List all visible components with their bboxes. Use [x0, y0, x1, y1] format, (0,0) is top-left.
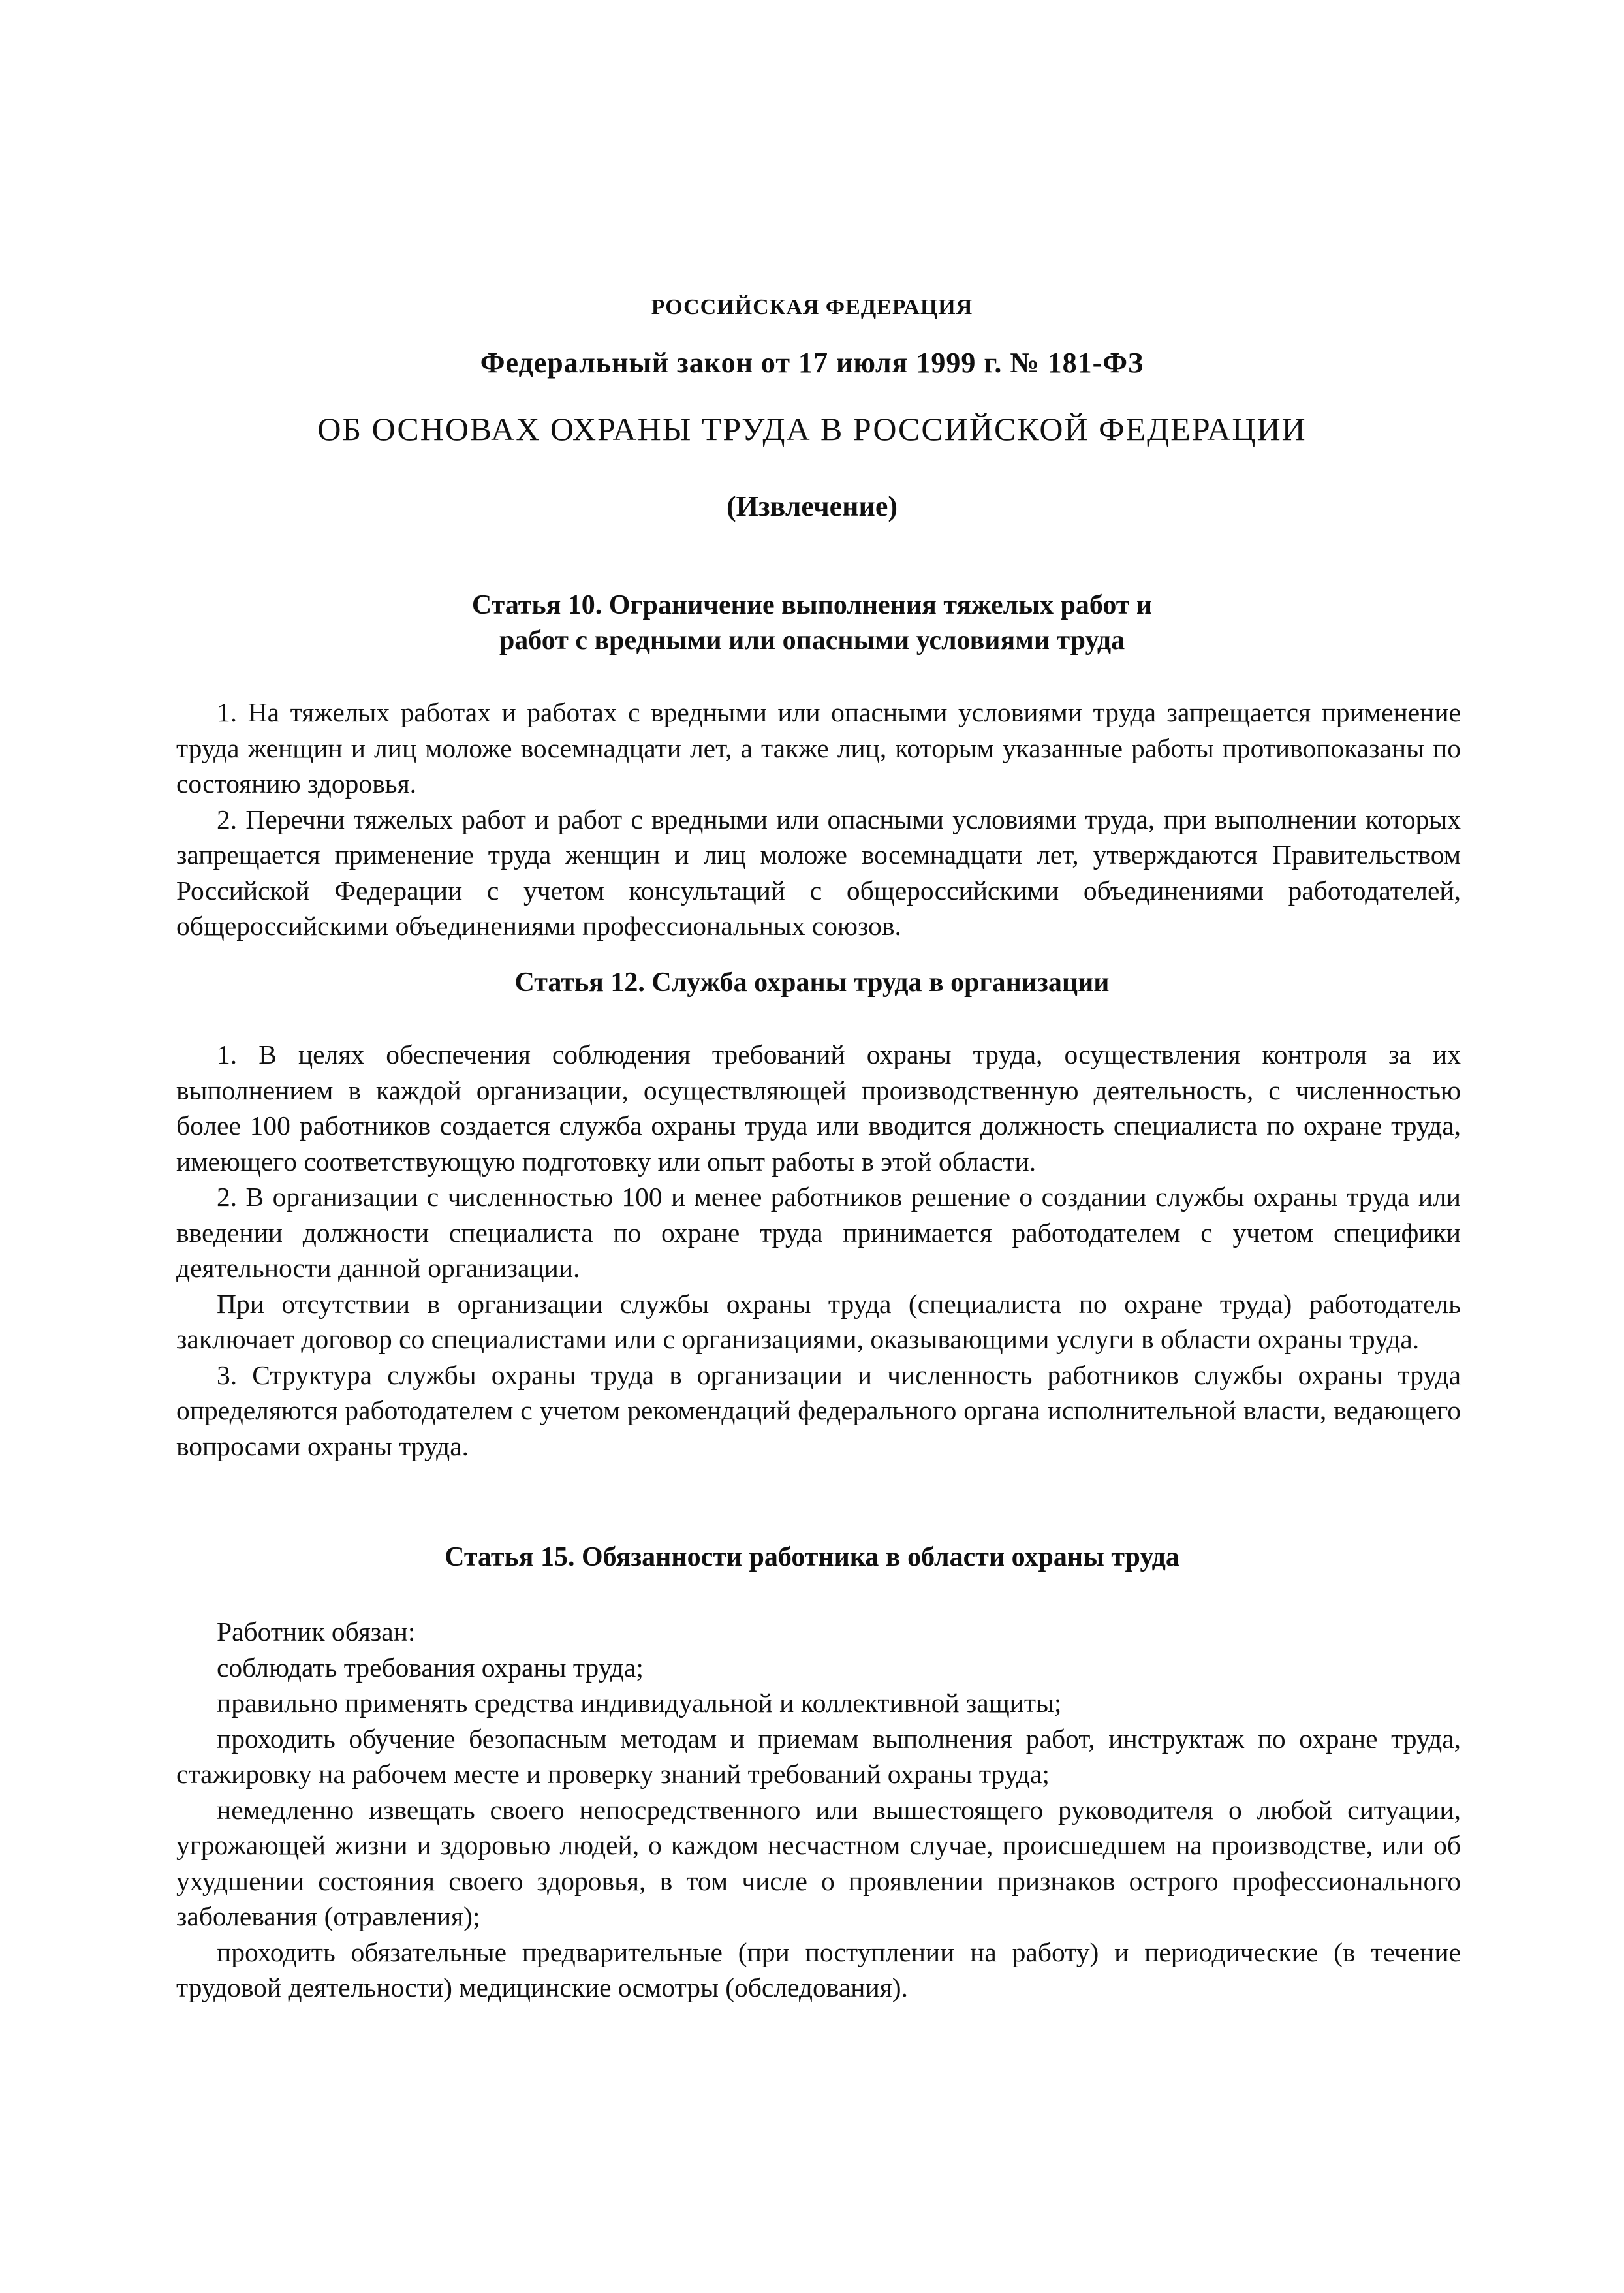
- article-10-paragraph: 1. На тяжелых работах и работах с вредными или опасными условиями труда запрещается применение труда женщин и лиц моложе восемнадцати лет, а также лиц, которым указанные работы противопоказаны по состоянию здоровья.: [176, 697, 1461, 799]
- article-15-paragraph: проходить обязательные предварительные (при поступлении на работу) и периодические (в течение трудовой деятельности) медицинские осмотры (обследования).: [176, 1937, 1461, 2002]
- article-12-body: [176, 1037, 1461, 1464]
- article-15-heading: Статья 15. Обязанности работника в области охраны труда: [445, 1542, 1179, 1572]
- article-12-paragraph: При отсутствии в организации службы охраны труда (специалиста по охране труда) работодатель заключает договор со специалистами или с организациями, оказывающими услуги в области охраны труда.: [176, 1288, 1461, 1354]
- law-reference: Федеральный закон от 17 июля 1999 г. № 181-ФЗ: [480, 347, 1144, 379]
- article-10-heading-line-1: Статья 10. Ограничение выполнения тяжелых работ и: [471, 590, 1153, 620]
- law-title: ОБ ОСНОВАХ ОХРАНЫ ТРУДА В РОССИЙСКОЙ ФЕДЕРАЦИИ: [317, 411, 1307, 447]
- article-15-paragraph: проходить обучение безопасным методам и приемам выполнения работ, инструктаж по охране труда, стажировку на рабочем месте и проверку знаний требований охраны труда;: [176, 1723, 1461, 1789]
- article-10-heading: [0, 588, 1624, 658]
- article-12-paragraph: 2. В организации с численностью 100 и менее работников решение о создании службы охраны труда или введении должности специалиста по охране труда принимается работодателем с учетом специфики деятельности данной организации.: [176, 1182, 1461, 1283]
- article-10-heading-line-2: работ с вредными или опасными условиями труда: [499, 625, 1125, 656]
- article-15-paragraph: немедленно извещать своего непосредственного или вышестоящего руководителя о любой ситуации, угрожающей жизни и здоровью людей, о каждом несчастном случае, происшедшем на производстве, или об ухудшении состояния своего здоровья, в том числе о проявлении признаков острого профессионального заболевания (отравления);: [176, 1794, 1461, 1931]
- article-10-body: [176, 695, 1461, 944]
- article-15-paragraph: Работник обязан:: [217, 1617, 416, 1647]
- article-15-body: [176, 1614, 1461, 2006]
- article-15-paragraph: соблюдать требования охраны труда;: [217, 1652, 644, 1683]
- article-12-paragraph: 1. В целях обеспечения соблюдения требований охраны труда, осуществления контроля за их выполнением в каждой организации, осуществляющей производственную деятельность, с численностью более 100 работников создается служба охраны труда или вводится должность специалиста по охране труда, имеющего соответствующую подготовку или опыт работы в этой области.: [176, 1039, 1461, 1177]
- article-15-paragraph: правильно применять средства индивидуальной и коллективной защиты;: [217, 1688, 1062, 1718]
- article-10-paragraph: 2. Перечни тяжелых работ и работ с вредными или опасными условиями труда, при выполнении которых запрещается применение труда женщин и лиц моложе восемнадцати лет, утверждаются Правительством Российской Федерации с учетом консультаций с общероссийскими объединениями работодателей, общероссийскими объединениями профессиональных союзов.: [176, 804, 1461, 941]
- article-12-heading: Статья 12. Служба охраны труда в организации: [514, 968, 1110, 998]
- article-12-paragraph: 3. Структура службы охраны труда в организации и численность работников службы охраны труда определяются работодателем с учетом рекомендаций федерального органа исполнительной власти, ведающего вопросами охраны труда.: [176, 1359, 1461, 1461]
- extract-note: (Извлечение): [726, 490, 898, 522]
- country-heading: РОССИЙСКАЯ ФЕДЕРАЦИЯ: [651, 295, 973, 319]
